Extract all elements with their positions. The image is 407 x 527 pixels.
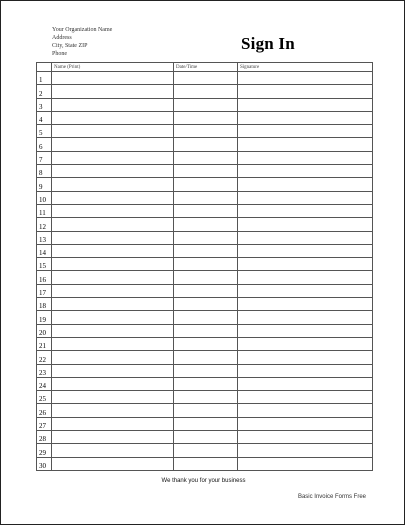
row-number: 14 (37, 244, 52, 257)
date-time-cell[interactable] (174, 271, 238, 284)
name-cell[interactable] (52, 377, 174, 390)
sign-in-table (36, 62, 373, 471)
row-number: 21 (37, 337, 52, 350)
table-row (37, 391, 373, 404)
row-number: 18 (37, 298, 52, 311)
row-number: 10 (37, 191, 52, 204)
signature-cell[interactable] (238, 404, 373, 417)
row-number: 5 (37, 125, 52, 138)
row-number: 22 (37, 351, 52, 364)
date-time-cell[interactable] (174, 125, 238, 138)
organization-city: City, State ZIP (52, 43, 88, 49)
date-time-cell[interactable] (174, 111, 238, 124)
row-number: 1 (37, 72, 52, 85)
table-row (37, 85, 373, 98)
row-number: 4 (37, 111, 52, 124)
table-row (37, 244, 373, 257)
date-time-cell[interactable] (174, 218, 238, 231)
signature-cell[interactable] (238, 204, 373, 217)
signature-cell[interactable] (238, 98, 373, 111)
table-row (37, 218, 373, 231)
name-cell[interactable] (52, 125, 174, 138)
name-cell[interactable] (52, 191, 174, 204)
date-time-cell[interactable] (174, 178, 238, 191)
date-time-cell[interactable] (174, 391, 238, 404)
row-number: 23 (37, 364, 52, 377)
date-time-cell[interactable] (174, 377, 238, 390)
date-time-cell[interactable] (174, 138, 238, 151)
name-cell[interactable] (52, 324, 174, 337)
date-time-cell[interactable] (174, 337, 238, 350)
signature-cell[interactable] (238, 324, 373, 337)
table-row (37, 151, 373, 164)
signature-cell[interactable] (238, 284, 373, 297)
signature-cell[interactable] (238, 125, 373, 138)
name-cell[interactable] (52, 311, 174, 324)
table-row (37, 324, 373, 337)
table-row (37, 111, 373, 124)
row-number: 8 (37, 165, 52, 178)
header-date-time: Date/Time (174, 63, 238, 72)
name-cell[interactable] (52, 138, 174, 151)
table-row (37, 204, 373, 217)
organization-phone: Phone (52, 51, 67, 57)
row-number: 2 (37, 85, 52, 98)
date-time-cell[interactable] (174, 351, 238, 364)
name-cell[interactable] (52, 151, 174, 164)
table-row (37, 337, 373, 350)
name-cell[interactable] (52, 85, 174, 98)
table-row (37, 125, 373, 138)
date-time-cell[interactable] (174, 404, 238, 417)
signature-cell[interactable] (238, 191, 373, 204)
name-cell[interactable] (52, 391, 174, 404)
date-time-cell[interactable] (174, 72, 238, 85)
table-row (37, 298, 373, 311)
name-cell[interactable] (52, 404, 174, 417)
name-cell[interactable] (52, 351, 174, 364)
row-number: 13 (37, 231, 52, 244)
row-number: 7 (37, 151, 52, 164)
table-row (37, 178, 373, 191)
date-time-cell[interactable] (174, 324, 238, 337)
organization-header (52, 26, 112, 58)
table-row (37, 165, 373, 178)
organization-address: Address (52, 35, 72, 41)
date-time-cell[interactable] (174, 457, 238, 470)
table-row (37, 311, 373, 324)
name-cell[interactable] (52, 98, 174, 111)
table-row (37, 364, 373, 377)
name-cell[interactable] (52, 111, 174, 124)
name-cell[interactable] (52, 231, 174, 244)
date-time-cell[interactable] (174, 284, 238, 297)
signature-cell[interactable] (238, 377, 373, 390)
row-number: 15 (37, 258, 52, 271)
name-cell[interactable] (52, 204, 174, 217)
name-cell[interactable] (52, 218, 174, 231)
name-cell[interactable] (52, 271, 174, 284)
signature-cell[interactable] (238, 311, 373, 324)
date-time-cell[interactable] (174, 258, 238, 271)
table-row (37, 444, 373, 457)
signature-cell[interactable] (238, 364, 373, 377)
table-row (37, 231, 373, 244)
signature-cell[interactable] (238, 258, 373, 271)
table-row (37, 138, 373, 151)
table-row (37, 72, 373, 85)
name-cell[interactable] (52, 178, 174, 191)
signature-cell[interactable] (238, 72, 373, 85)
row-number: 16 (37, 271, 52, 284)
name-cell[interactable] (52, 298, 174, 311)
date-time-cell[interactable] (174, 431, 238, 444)
date-time-cell[interactable] (174, 85, 238, 98)
name-cell[interactable] (52, 258, 174, 271)
table-row (37, 431, 373, 444)
signature-cell[interactable] (238, 231, 373, 244)
signature-cell[interactable] (238, 337, 373, 350)
table-row (37, 98, 373, 111)
signature-cell[interactable] (238, 85, 373, 98)
row-number: 11 (37, 204, 52, 217)
row-number: 3 (37, 98, 52, 111)
thank-you-footer: We thank you for your business (161, 478, 246, 484)
signature-cell[interactable] (238, 444, 373, 457)
table-row (37, 271, 373, 284)
date-time-cell[interactable] (174, 298, 238, 311)
name-cell[interactable] (52, 72, 174, 85)
date-time-cell[interactable] (174, 98, 238, 111)
table-header-row (37, 63, 373, 72)
table-row (37, 377, 373, 390)
signature-cell[interactable] (238, 151, 373, 164)
date-time-cell[interactable] (174, 165, 238, 178)
name-cell[interactable] (52, 431, 174, 444)
credit-text: Basic Invoice Forms Free (297, 494, 366, 500)
row-number: 25 (37, 391, 52, 404)
header-number (37, 63, 52, 72)
signature-cell[interactable] (238, 298, 373, 311)
name-cell[interactable] (52, 244, 174, 257)
header-signature: Signature (238, 63, 373, 72)
name-cell[interactable] (52, 165, 174, 178)
table-row (37, 191, 373, 204)
row-number: 17 (37, 284, 52, 297)
date-time-cell[interactable] (174, 364, 238, 377)
row-number: 6 (37, 138, 52, 151)
signature-cell[interactable] (238, 218, 373, 231)
signature-cell[interactable] (238, 111, 373, 124)
row-number: 9 (37, 178, 52, 191)
date-time-cell[interactable] (174, 231, 238, 244)
date-time-cell[interactable] (174, 311, 238, 324)
organization-name: Your Organization Name (52, 27, 113, 33)
date-time-cell[interactable] (174, 417, 238, 430)
name-cell[interactable] (52, 284, 174, 297)
row-number: 27 (37, 417, 52, 430)
name-cell[interactable] (52, 364, 174, 377)
name-cell[interactable] (52, 444, 174, 457)
table-row (37, 457, 373, 470)
table-row (37, 284, 373, 297)
table-row (37, 404, 373, 417)
date-time-cell[interactable] (174, 191, 238, 204)
name-cell[interactable] (52, 457, 174, 470)
signature-cell[interactable] (238, 457, 373, 470)
date-time-cell[interactable] (174, 444, 238, 457)
row-number: 19 (37, 311, 52, 324)
name-cell[interactable] (52, 337, 174, 350)
name-cell[interactable] (52, 417, 174, 430)
signature-cell[interactable] (238, 271, 373, 284)
table-row (37, 258, 373, 271)
signature-cell[interactable] (238, 351, 373, 364)
table-row (37, 417, 373, 430)
signature-cell[interactable] (238, 244, 373, 257)
row-number: 30 (37, 457, 52, 470)
signature-cell[interactable] (238, 431, 373, 444)
row-number: 28 (37, 431, 52, 444)
row-number: 26 (37, 404, 52, 417)
row-number: 20 (37, 324, 52, 337)
signature-cell[interactable] (238, 138, 373, 151)
date-time-cell[interactable] (174, 244, 238, 257)
signature-cell[interactable] (238, 165, 373, 178)
table-row (37, 351, 373, 364)
header-name: Name (Print) (52, 63, 174, 72)
row-number: 29 (37, 444, 52, 457)
date-time-cell[interactable] (174, 151, 238, 164)
signature-cell[interactable] (238, 178, 373, 191)
signature-cell[interactable] (238, 391, 373, 404)
signature-cell[interactable] (238, 417, 373, 430)
row-number: 12 (37, 218, 52, 231)
row-number: 24 (37, 377, 52, 390)
page-title: Sign In (241, 34, 295, 53)
date-time-cell[interactable] (174, 204, 238, 217)
